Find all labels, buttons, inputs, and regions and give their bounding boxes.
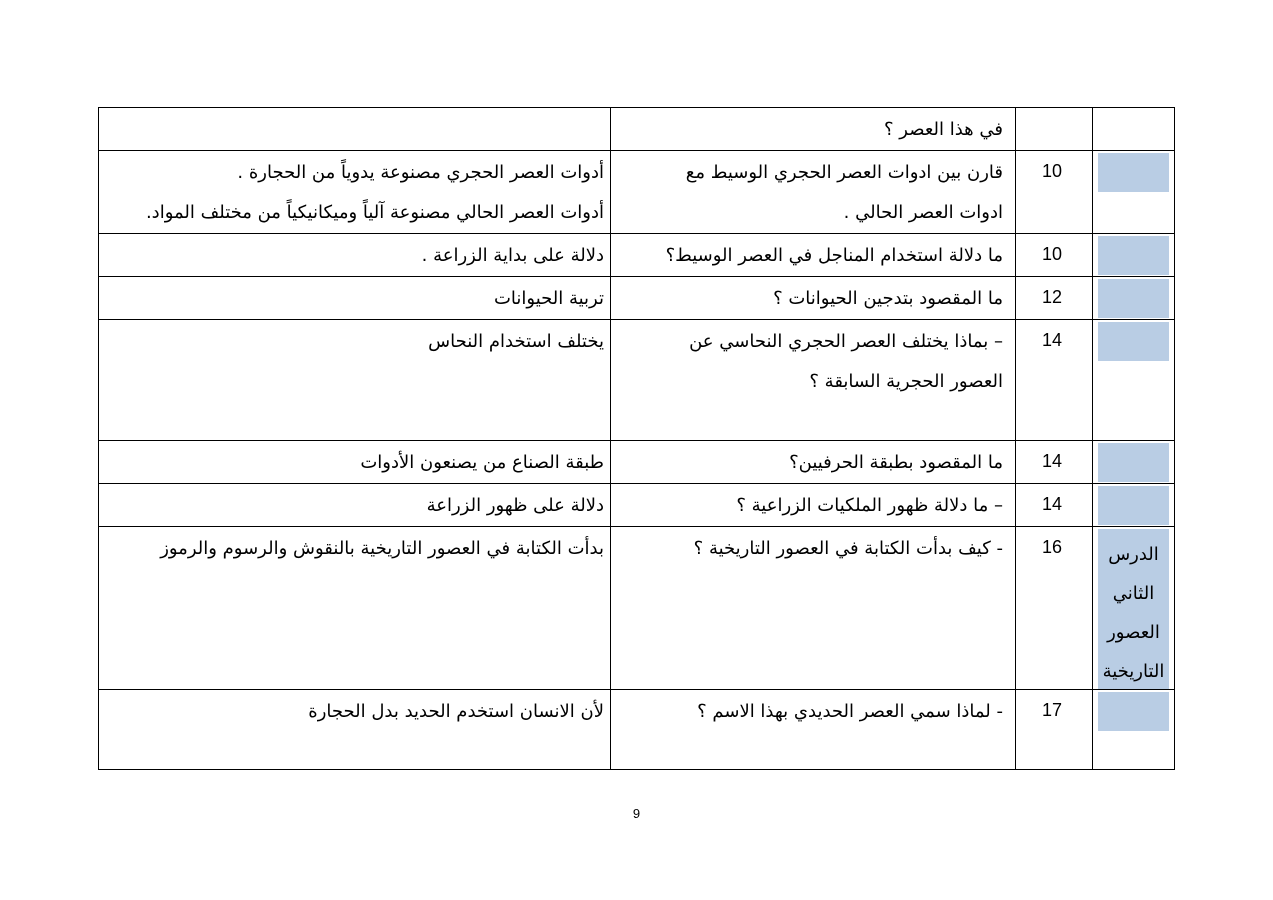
table-row: [99, 484, 1175, 527]
table-row: [99, 108, 1175, 151]
page-cell: 14: [1016, 441, 1093, 484]
answer-text: أدوات العصر الحجري مصنوعة يدوياً من الحجارة .: [237, 162, 604, 183]
question-text: – بماذا يختلف العصر الحجري النحاسي عن: [689, 331, 1003, 352]
lesson-cell: [1093, 151, 1175, 234]
answer-cell: [99, 527, 611, 690]
answer-cell: [99, 108, 611, 151]
page-cell: 17: [1016, 690, 1093, 770]
table-row: [99, 441, 1175, 484]
lesson-title-line: الدرس: [1108, 544, 1159, 565]
lesson-shade: [1098, 486, 1169, 525]
answer-cell: [99, 320, 611, 441]
page-cell: 10: [1016, 234, 1093, 277]
lesson-shade: [1098, 443, 1169, 482]
table-row: [99, 234, 1175, 277]
table-row: [99, 277, 1175, 320]
page-cell: [1016, 108, 1093, 151]
question-cell: [611, 108, 1016, 151]
answer-cell: [99, 441, 611, 484]
question-text: في هذا العصر ؟: [884, 119, 1003, 140]
question-cell: [611, 690, 1016, 770]
answer-cell: [99, 690, 611, 770]
question-text: قارن بين ادوات العصر الحجري الوسيط مع: [685, 162, 1003, 183]
lesson-title: [1098, 535, 1169, 691]
lesson-cell: [1093, 484, 1175, 527]
lesson-cell: [1093, 320, 1175, 441]
lesson-cell: [1093, 690, 1175, 770]
question-text: – ما دلالة ظهور الملكيات الزراعية ؟: [736, 495, 1003, 516]
answer-text: أدوات العصر الحالي مصنوعة آلياً وميكانيكياً من مختلف المواد.: [145, 202, 604, 223]
page-number: 9: [632, 806, 641, 821]
question-text: ما المقصود بتدجين الحيوانات ؟: [773, 288, 1003, 309]
table-row: [99, 690, 1175, 770]
answer-cell: [99, 277, 611, 320]
answer-text: بدأت الكتابة في العصور التاريخية بالنقوش والرسوم والرموز: [160, 538, 604, 559]
question-text: - لماذا سمي العصر الحديدي بهذا الاسم ؟: [697, 701, 1003, 722]
lesson-cell: [1093, 234, 1175, 277]
lesson-cell: [1093, 277, 1175, 320]
question-cell: [611, 234, 1016, 277]
lesson-title-line: التاريخية: [1102, 661, 1165, 682]
answer-cell: [99, 484, 611, 527]
lesson-shade: [1098, 529, 1169, 689]
answer-text: دلالة على ظهور الزراعة: [426, 495, 604, 516]
question-cell: [611, 527, 1016, 690]
answer-text: لأن الانسان استخدم الحديد بدل الحجارة: [308, 701, 604, 722]
page-cell: 14: [1016, 320, 1093, 441]
question-text: ما دلالة استخدام المناجل في العصر الوسيط؟: [665, 245, 1003, 266]
lesson-cell: [1093, 441, 1175, 484]
question-text: - كيف بدأت الكتابة في العصور التاريخية ؟: [693, 538, 1003, 559]
question-cell: [611, 151, 1016, 234]
lesson-title-line: العصور: [1107, 622, 1160, 643]
answer-cell: [99, 234, 611, 277]
question-text: ما المقصود بطبقة الحرفيين؟: [789, 452, 1003, 473]
table-row: [99, 527, 1175, 690]
question-cell: [611, 320, 1016, 441]
lesson-shade: [1098, 236, 1169, 275]
answer-text: دلالة على بداية الزراعة .: [421, 245, 604, 266]
lesson-shade: [1098, 692, 1169, 731]
question-cell: [611, 277, 1016, 320]
lesson-shade: [1098, 153, 1169, 192]
lesson-cell: [1093, 108, 1175, 151]
answer-text: طبقة الصناع من يصنعون الأدوات: [360, 452, 604, 473]
questions-table: [98, 107, 1175, 770]
lesson-shade: [1098, 322, 1169, 361]
answer-text: تربية الحيوانات: [493, 288, 604, 309]
lesson-cell: [1093, 527, 1175, 690]
question-cell: [611, 484, 1016, 527]
lesson-shade: [1098, 279, 1169, 318]
page-cell: 16: [1016, 527, 1093, 690]
question-cell: [611, 441, 1016, 484]
page-cell: 12: [1016, 277, 1093, 320]
table-row: [99, 320, 1175, 441]
page-cell: 14: [1016, 484, 1093, 527]
answer-cell: [99, 151, 611, 234]
question-text: العصور الحجرية السابقة ؟: [809, 371, 1003, 392]
question-text: ادوات العصر الحالي .: [843, 202, 1003, 223]
page-cell: 10: [1016, 151, 1093, 234]
lesson-title-line: الثاني: [1112, 583, 1155, 604]
answer-text: يختلف استخدام النحاس: [428, 331, 604, 352]
table-row: [99, 151, 1175, 234]
